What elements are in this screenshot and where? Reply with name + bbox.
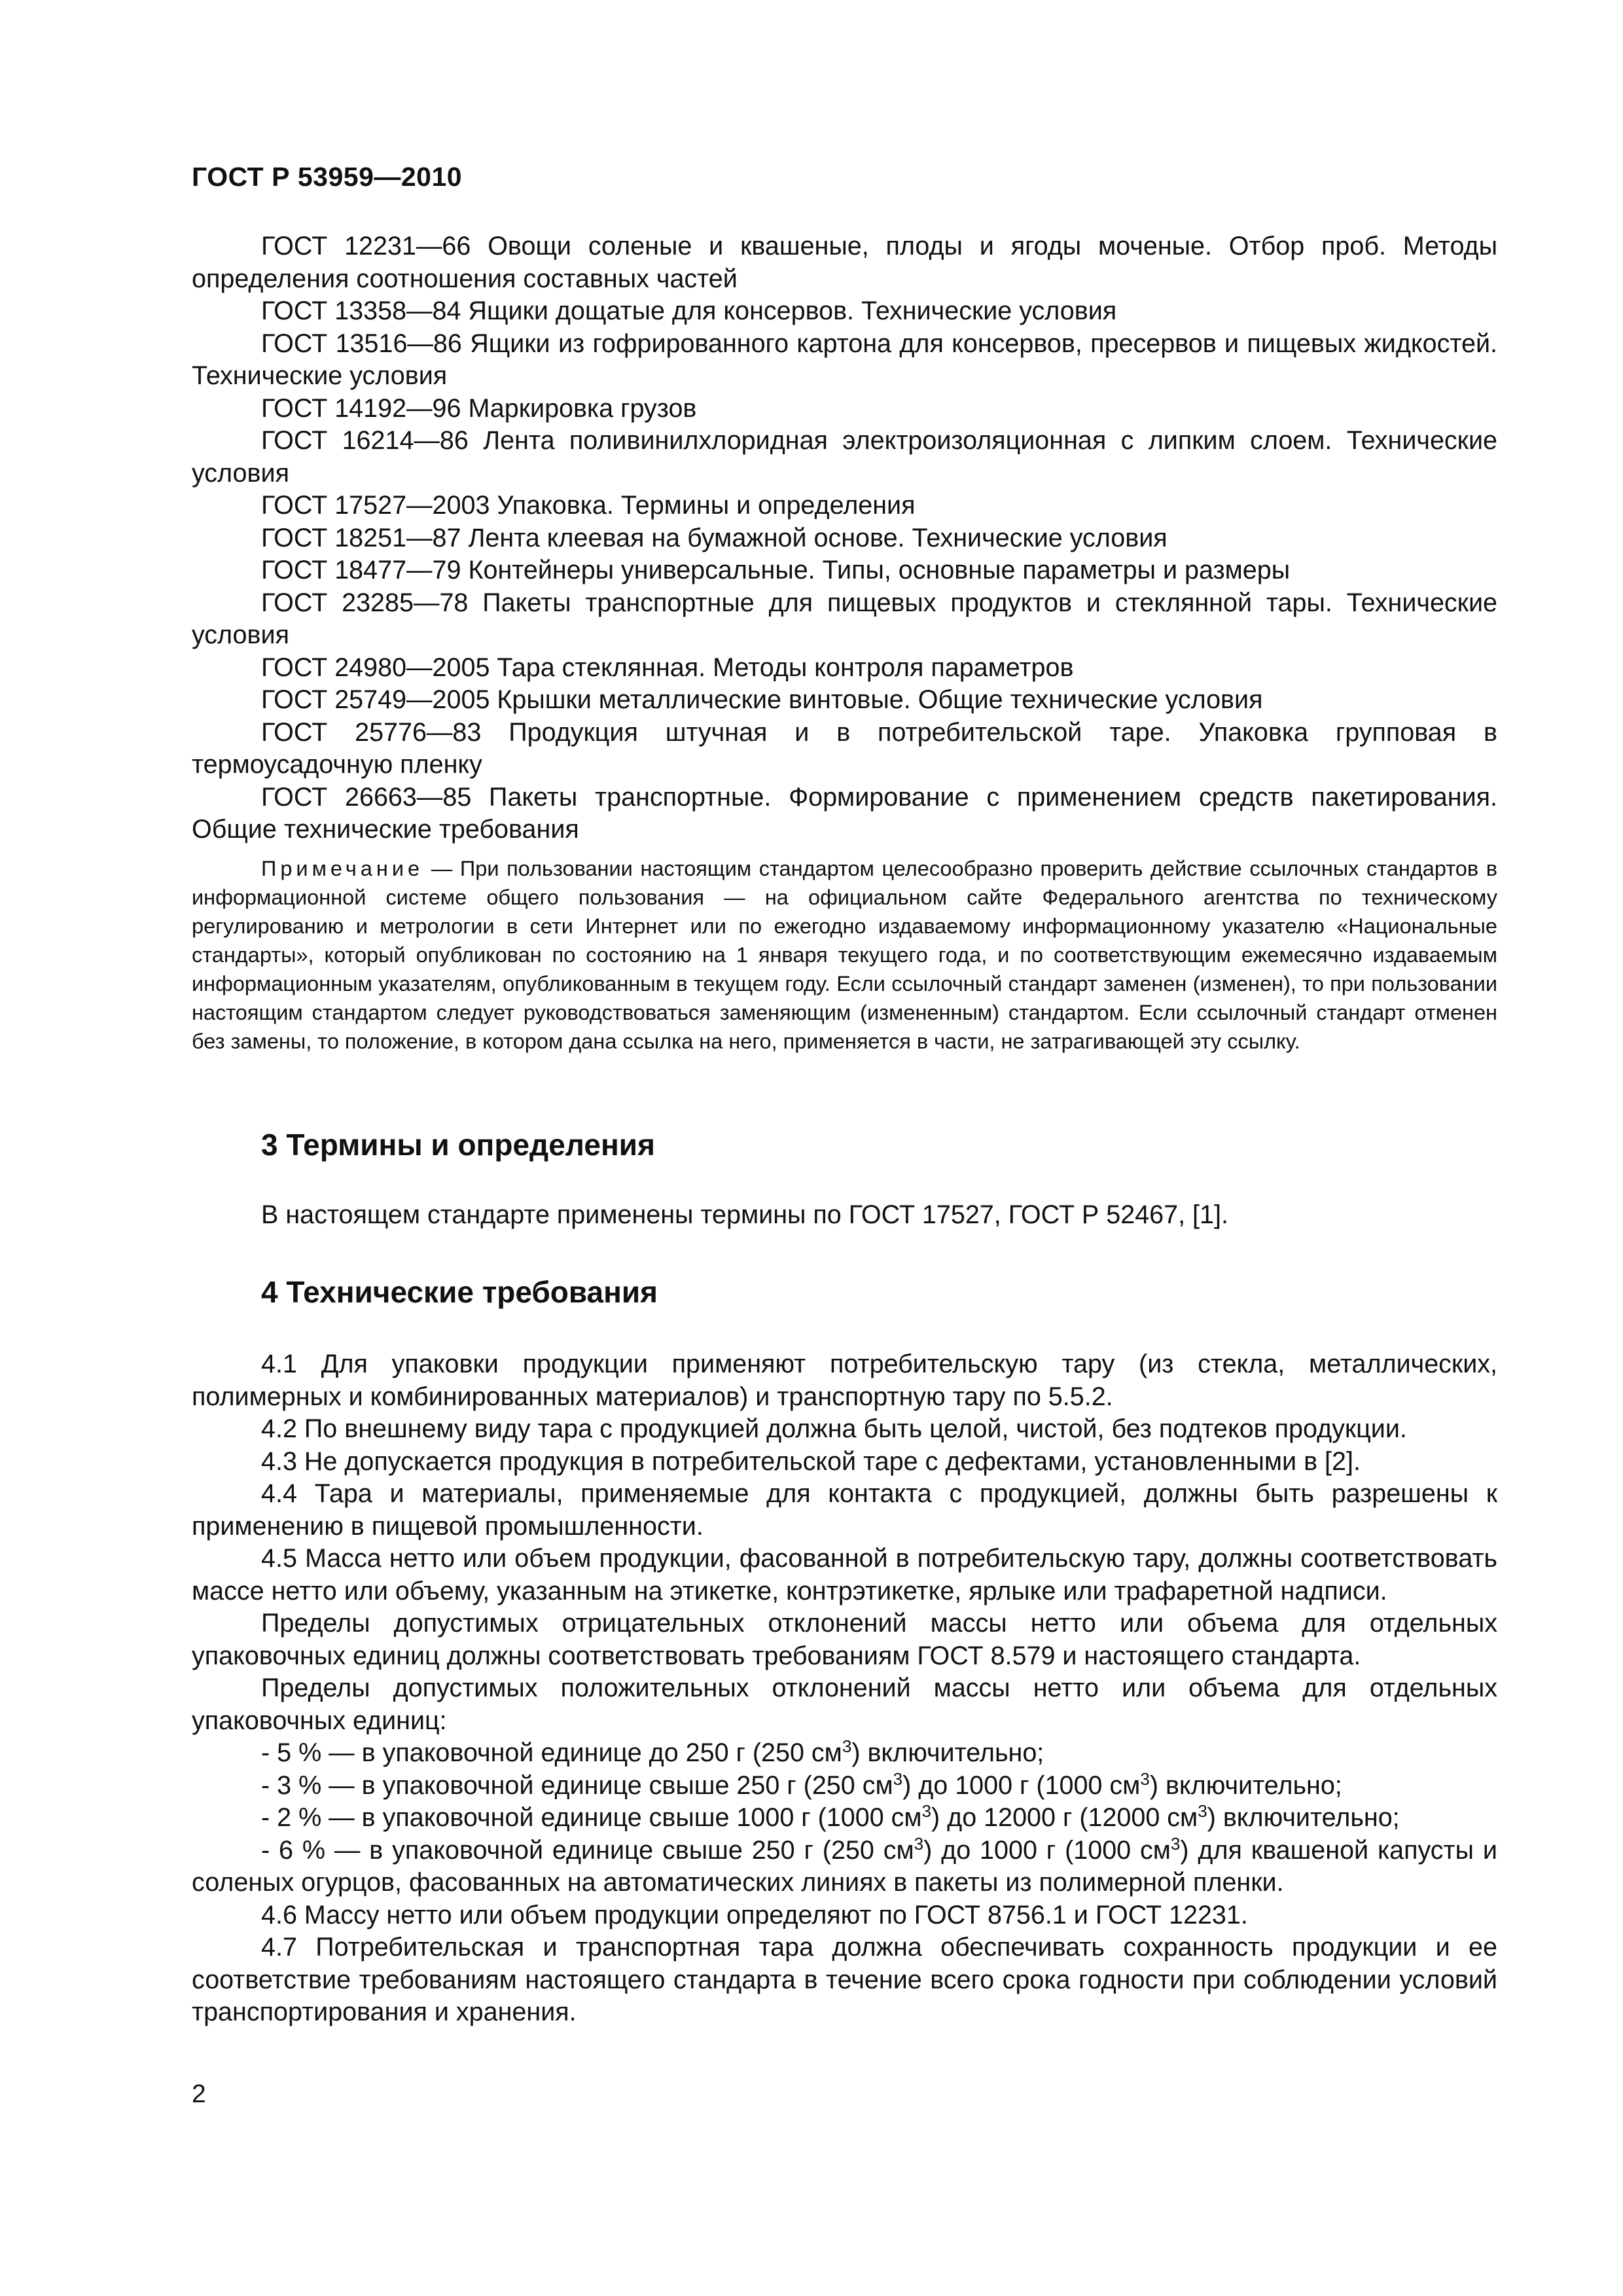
deviation-item: - 3 % — в упаковочной единице свыше 250 г (250 $см^3$) до 1000 г (1000 $см^3$) включительно; — [261, 1768, 1342, 1800]
note-block — [192, 854, 1497, 1056]
note-label: Примечание — [261, 857, 424, 880]
deviation-item: - 6 % — в упаковочной единице свыше 250 г (250 $см^3$) до 1000 г (1000 $см^3$) для квашеной капусты и соленых огурцов, фасованных на автоматических линиях в пакеты из полимерной пленки. — [192, 1833, 1497, 1897]
reference-item: ГОСТ 12231—66 Овощи соленые и квашеные, плоды и ягоды моченые. Отбор проб. Методы определения соотношения составных частей — [192, 232, 1497, 293]
reference-item: ГОСТ 18251—87 Лента клеевая на бумажной основе. Технические условия — [261, 523, 1168, 552]
section-3-body — [192, 1199, 1497, 1232]
reference-item: ГОСТ 25749—2005 Крышки металлические винтовые. Общие технические условия — [261, 685, 1263, 714]
section-3-text: В настоящем стандарте применены термины по ГОСТ 17527, ГОСТ Р 52467, [1]. — [261, 1200, 1228, 1229]
reference-item: ГОСТ 25776—83 Продукция штучная и в потребительской таре. Упаковка групповая в термоусадочную пленку — [192, 717, 1497, 779]
section-4-title: 4 Технические требования — [261, 1275, 658, 1309]
reference-item: ГОСТ 16214—86 Лента поливинилхлоридная электроизоляционная с липким слоем. Технические условия — [192, 426, 1497, 488]
reference-item: ГОСТ 13358—84 Ящики дощатые для консервов. Технические условия — [261, 296, 1117, 325]
reference-item: ГОСТ 23285—78 Пакеты транспортные для пищевых продуктов и стеклянной тары. Технические условия — [192, 588, 1497, 649]
reference-item: ГОСТ 24980—2005 Тара стеклянная. Методы контроля параметров — [261, 653, 1074, 682]
reference-item: ГОСТ 17527—2003 Упаковка. Термины и определения — [261, 491, 916, 520]
clause-4-3: 4.3 Не допускается продукция в потребительской таре с дефектами, установленными в [2]. — [261, 1446, 1361, 1476]
clause-4-6: 4.6 Массу нетто или объем продукции определяют по ГОСТ 8756.1 и ГОСТ 12231. — [261, 1900, 1248, 1929]
page-number: 2 — [192, 2080, 206, 2108]
deviation-item: - 2 % — в упаковочной единице свыше 1000 г (1000 $см^3$) до 12000 г (12000 $см^3$) включительно; — [261, 1801, 1400, 1832]
reference-item: ГОСТ 26663—85 Пакеты транспортные. Формирование с применением средств пакетирования. Общие технические требования — [192, 782, 1497, 844]
clause-4-1: 4.1 Для упаковки продукции применяют потребительскую тару (из стекла, металлических, полимерных и комбинированных материалов) и транспортную тару по 5.5.2. — [192, 1350, 1497, 1411]
clause-4-7: 4.7 Потребительская и транспортная тара должна обеспечивать сохранность продукции и ее соответствие требованиям настоящего стандарта в течение всего срока годности при соблюдении условий транспортирования и хранения. — [192, 1933, 1497, 2026]
negative-deviation-paragraph: Пределы допустимых отрицательных отклонений массы нетто или объема для отдельных упаковочных единиц должны соответствовать требованиям ГОСТ 8.579 и настоящего стандарта. — [192, 1609, 1497, 1670]
section-3-title: 3 Термины и определения — [261, 1128, 655, 1162]
reference-item: ГОСТ 14192—96 Маркировка грузов — [261, 393, 697, 423]
standard-header: ГОСТ Р 53959—2010 — [192, 162, 463, 192]
reference-item: ГОСТ 13516—86 Ящики из гофрированного картона для консервов, пресервов и пищевых жидкостей. Технические условия — [192, 329, 1497, 390]
reference-item: ГОСТ 18477—79 Контейнеры универсальные. Типы, основные параметры и размеры — [261, 556, 1291, 584]
section-4-body — [192, 1348, 1497, 2029]
clause-4-2: 4.2 По внешнему виду тара с продукцией должна быть целой, чистой, без подтеков продукции. — [261, 1414, 1407, 1443]
positive-deviation-paragraph: Пределы допустимых положительных отклонений массы нетто или объема для отдельных упаковочных единиц: — [192, 1674, 1497, 1735]
deviation-item: - 5 % — в упаковочной единице до 250 г (250 $см^3$) включительно; — [261, 1736, 1044, 1767]
clause-4-5: 4.5 Масса нетто или объем продукции, фасованной в потребительскую тару, должны соответствовать массе нетто или объему, указанным на этикетке, контрэтикетке, ярлыке или трафаретной надписи. — [192, 1544, 1497, 1605]
note-text: — При пользовании настоящим стандартом целесообразно проверить действие ссылочных стандартов в информационной системе общего пользования — на официальном сайте Федерального агентства по техническому регулированию и метрологии в сети Интернет или по ежегодно издаваемому информационному указателю «Национальные стандарты», который опубликован по состоянию на 1 января текущего года, и по соответствующим ежемесячно издаваемым информационным указателям, опубликованным в текущем году. Если ссылочный стандарт заменен (изменен), то при пользовании настоящим стандартом следует руководствоваться заменяющим (измененным) стандартом. Если ссылочный стандарт отменен без замены, то положение, в котором дана ссылка на него, применяется в части, не затрагивающей эту ссылку. — [192, 857, 1498, 1053]
normative-references-list — [192, 230, 1497, 846]
clause-4-4: 4.4 Тара и материалы, применяемые для контакта с продукцией, должны быть разрешены к применению в пищевой промышленности. — [192, 1479, 1497, 1541]
